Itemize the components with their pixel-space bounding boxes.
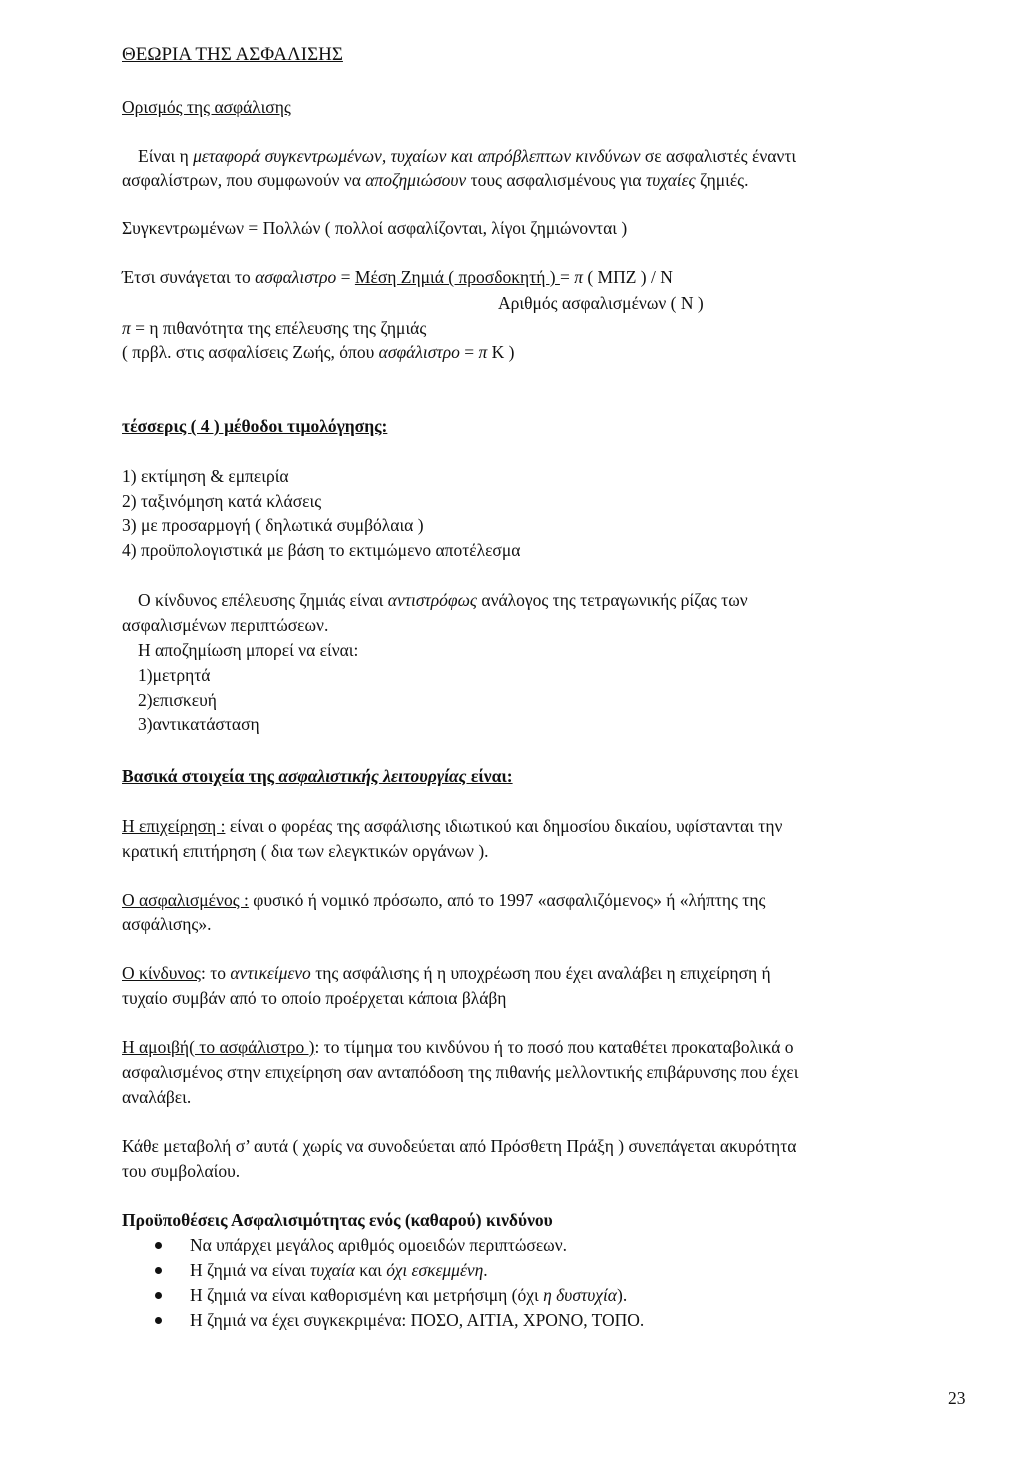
- method-item: 4) προϋπολογιστικά με βάση το εκτιμώμενο αποτέλεσμα: [122, 540, 521, 560]
- compensation-option: 3)αντικατάσταση: [138, 714, 260, 734]
- method-item: 3) με προσαρμογή ( δηλωτικά συμβόλαια ): [122, 515, 424, 535]
- method-item: 2) ταξινόμηση κατά κλάσεις: [122, 491, 322, 511]
- business-line-1: Η επιχείρηση : είναι ο φορέας της ασφάλισης ιδιωτικού και δημοσίου δικαίου, υφίστανται την: [122, 816, 783, 836]
- premium-line-3: αναλάβει.: [122, 1087, 192, 1107]
- bullet-icon: [155, 1267, 162, 1274]
- life-insurance-note: ( πρβλ. στις ασφαλίσεις Ζωής, όπου ασφάλιστρο = π Κ ): [122, 342, 515, 362]
- page-number: 23: [948, 1388, 966, 1408]
- prerequisite-item: Να υπάρχει μεγάλος αριθμός ομοειδών περιπτώσεων.: [190, 1235, 567, 1255]
- change-line-2: του συμβολαίου.: [122, 1161, 241, 1181]
- page-title: ΘΕΩΡΙΑ ΤΗΣ ΑΣΦΑΛΙΣΗΣ: [122, 44, 343, 65]
- risk-line-2: τυχαίο συμβάν από το οποίο προέρχεται κάποια βλάβη: [122, 988, 507, 1008]
- method-item: 1) εκτίμηση & εμπειρία: [122, 466, 289, 486]
- methods-heading: τέσσερις ( 4 ) μέθοδοι τιμολόγησης:: [122, 416, 388, 436]
- bullet-icon: [155, 1292, 162, 1299]
- prerequisites-heading: Προϋποθέσεις Ασφαλισιμότητας ενός (καθαρού) κινδύνου: [122, 1210, 553, 1230]
- definition-line-1: Είναι η μεταφορά συγκεντρωμένων, τυχαίων και απρόβλεπτων κινδύνων σε ασφαλιστές έναντι: [138, 146, 797, 166]
- prerequisite-item: Η ζημιά να έχει συγκεκριμένα: ΠΟΣΟ, ΑΙΤΙΑ, ΧΡΟΝΟ, ΤΟΠΟ.: [190, 1310, 645, 1330]
- bullet-icon: [155, 1317, 162, 1324]
- risk-note-line-1: Ο κίνδυνος επέλευσης ζημιάς είναι αντιστρόφως ανάλογος της τετραγωνικής ρίζας των: [138, 590, 748, 610]
- insured-line-2: ασφάλισης».: [122, 914, 212, 934]
- prerequisite-item: Η ζημιά να είναι καθορισμένη και μετρήσιμη (όχι η δυστυχία).: [190, 1285, 628, 1305]
- compensation-option: 1)μετρητά: [138, 665, 211, 685]
- premium-line-2: ασφαλισμένος στην επιχείρηση σαν ανταπόδοση της πιθανής μελλοντικής επιβάρυνσης που έχει: [122, 1062, 799, 1082]
- risk-note-line-2: ασφαλισμένων περιπτώσεων.: [122, 615, 329, 635]
- compensation-option: 2)επισκευή: [138, 690, 217, 710]
- definition-line-2: ασφαλίστρων, που συμφωνούν να αποζημιώσουν τους ασφαλισμένους για τυχαίες ζημιές.: [122, 170, 749, 190]
- basics-heading: Βασικά στοιχεία της ασφαλιστικής λειτουργίας είναι:: [122, 766, 513, 786]
- premium-line-1: Η αμοιβή( το ασφάλιστρο ): το τίμημα του κινδύνου ή το ποσό που καταθέτει προκαταβολικά ο: [122, 1037, 794, 1057]
- bullet-icon: [155, 1242, 162, 1249]
- compensation-intro: Η αποζημίωση μπορεί να είναι:: [138, 640, 359, 660]
- change-line-1: Κάθε μεταβολή σ’ αυτά ( χωρίς να συνοδεύεται από Πρόσθετη Πράξη ) συνεπάγεται ακυρότητα: [122, 1136, 797, 1156]
- formula-denominator: Αριθμός ασφαλισμένων ( Ν ): [498, 293, 704, 313]
- definition-heading: Ορισμός της ασφάλισης: [122, 97, 291, 117]
- prerequisite-item: Η ζημιά να είναι τυχαία και όχι εσκεμμένη.: [190, 1260, 488, 1280]
- business-line-2: κρατική επιτήρηση ( δια των ελεγκτικών οργάνων ).: [122, 841, 489, 861]
- premium-formula: Έτσι συνάγεται το ασφαλιστρο = Μέση Ζημιά ( προσδοκητή ) = π ( ΜΠΖ ) / Ν: [122, 267, 673, 287]
- insured-line-1: Ο ασφαλισμένος : φυσικό ή νομικό πρόσωπο, από το 1997 «ασφαλιζόμενος» ή «λήπτης της: [122, 890, 766, 910]
- pi-definition: π = η πιθανότητα της επέλευσης της ζημιάς: [122, 318, 427, 338]
- risk-line-1: Ο κίνδυνος: το αντικείμενο της ασφάλισης ή η υποχρέωση που έχει αναλάβει η επιχείρηση ή: [122, 963, 771, 983]
- concentrated-definition: Συγκεντρωμένων = Πολλών ( πολλοί ασφαλίζονται, λίγοι ζημιώνονται ): [122, 218, 628, 238]
